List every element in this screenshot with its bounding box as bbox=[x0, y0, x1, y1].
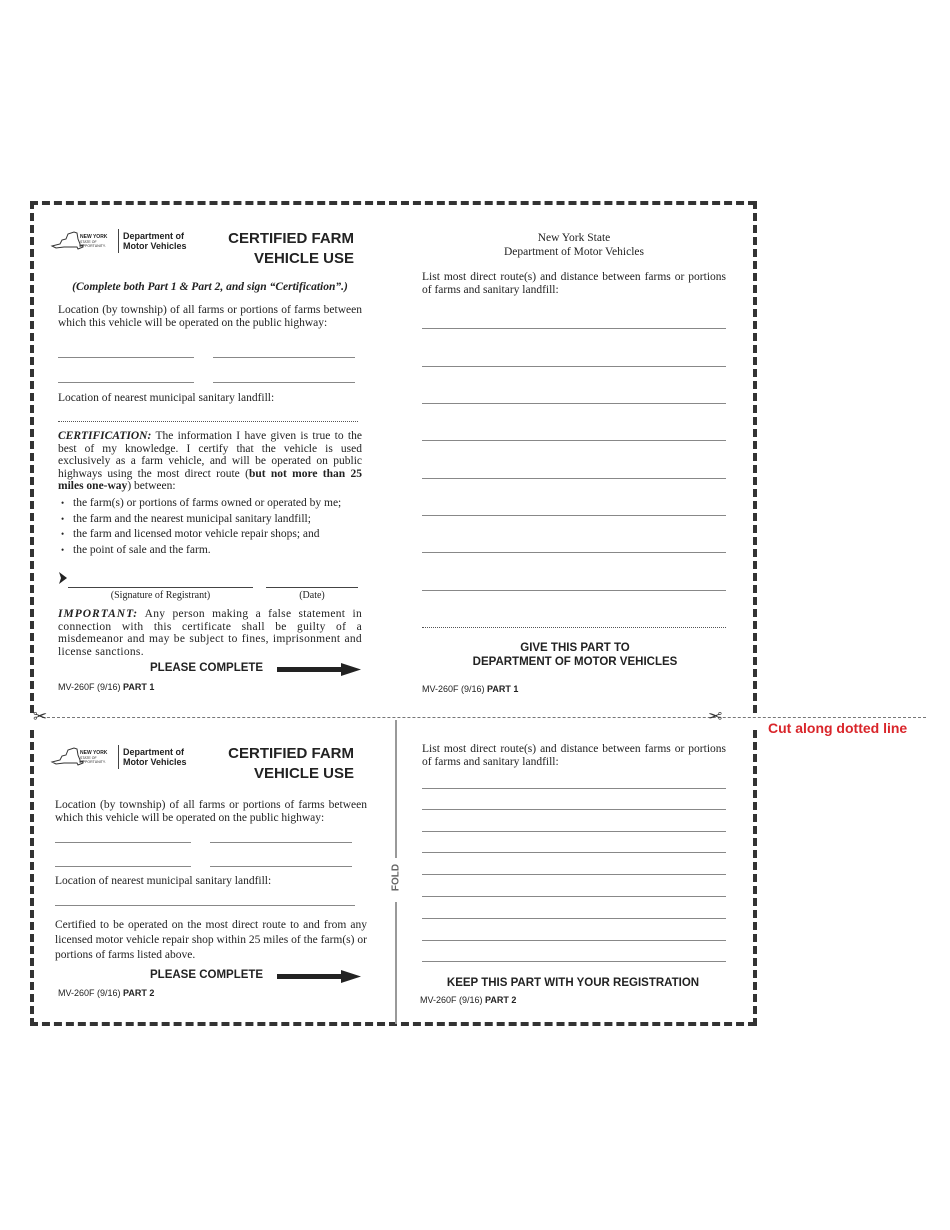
give-line2: DEPARTMENT OF MOTOR VEHICLES bbox=[472, 656, 678, 668]
agency-line1: New York State bbox=[537, 232, 611, 244]
farm-location-field-3[interactable] bbox=[55, 866, 191, 867]
important-text bbox=[58, 608, 362, 658]
location-label: Location (by township) of all farms or portions of farms between which this vehicle will be operated on the public highway: bbox=[55, 799, 367, 824]
sign-here-arrow-icon bbox=[58, 571, 68, 585]
form-number bbox=[420, 995, 516, 1005]
certification-body-1: The information I have given is true to the best of my knowledge. I certify that the vehicle is used exclusively as a farm vehicle, and will be operated on public highways using the most direct route ( bbox=[58, 430, 362, 480]
fold-line-lower bbox=[395, 902, 397, 1024]
certification-bullets bbox=[58, 496, 368, 558]
route-field[interactable] bbox=[422, 403, 726, 404]
keep-part-label: KEEP THIS PART WITH YOUR REGISTRATION bbox=[446, 977, 700, 989]
certification-body-2: ) between: bbox=[127, 480, 176, 492]
logo-state-tagline: STATE OF OPPORTUNITY. bbox=[80, 755, 106, 764]
agency-header bbox=[422, 231, 726, 259]
part-label: PART 1 bbox=[123, 682, 155, 692]
logo-separator bbox=[118, 745, 119, 769]
landfill-field[interactable] bbox=[55, 905, 355, 906]
bullet-item: • the farm(s) or portions of farms owned or operated by me; bbox=[58, 496, 368, 512]
farm-location-field-4[interactable] bbox=[213, 382, 355, 383]
route-field[interactable] bbox=[422, 896, 726, 897]
farm-location-field-4[interactable] bbox=[210, 866, 352, 867]
form-number bbox=[58, 682, 154, 692]
farm-location-field-2[interactable] bbox=[213, 357, 355, 358]
route-field[interactable] bbox=[422, 961, 726, 962]
border-right-top bbox=[753, 201, 757, 713]
form-number-text: MV-260F (9/16) bbox=[58, 682, 121, 692]
logo-dept-line2: Motor Vehicles bbox=[123, 241, 187, 251]
route-field[interactable] bbox=[422, 328, 726, 329]
logo-state-tagline: STATE OF OPPORTUNITY. bbox=[80, 239, 106, 248]
border-left-top bbox=[30, 201, 34, 713]
form-title bbox=[180, 229, 354, 269]
route-field[interactable] bbox=[422, 627, 726, 628]
logo-state-name: NEW YORK bbox=[80, 233, 108, 240]
bullet-item: • the farm and the nearest municipal sanitary landfill; bbox=[58, 512, 368, 528]
ny-state-map-icon bbox=[50, 746, 84, 768]
farm-location-field-3[interactable] bbox=[58, 382, 194, 383]
route-field[interactable] bbox=[422, 809, 726, 810]
important-heading: IMPORTANT: bbox=[58, 608, 139, 620]
part-label: PART 2 bbox=[123, 988, 155, 998]
title-line2: VEHICLE USE bbox=[253, 765, 354, 782]
give-line1: GIVE THIS PART TO bbox=[520, 642, 630, 654]
route-field[interactable] bbox=[422, 940, 726, 941]
form-number-text: MV-260F (9/16) bbox=[58, 988, 121, 998]
form-number-text: MV-260F (9/16) bbox=[420, 995, 483, 1005]
route-field[interactable] bbox=[422, 552, 726, 553]
route-label: List most direct route(s) and distance between farms or portions of farms and sanitary landfill: bbox=[422, 743, 726, 768]
landfill-field[interactable] bbox=[58, 421, 358, 422]
border-right-bottom bbox=[753, 730, 757, 1026]
farm-location-field-2[interactable] bbox=[210, 842, 352, 843]
border-left-bottom bbox=[30, 730, 34, 1026]
logo-state-name: NEW YORK bbox=[80, 749, 108, 756]
cut-line bbox=[42, 717, 926, 718]
route-label: List most direct route(s) and distance between farms or portions of farms and sanitary landfill: bbox=[422, 271, 726, 296]
part-label: PART 1 bbox=[487, 684, 519, 694]
certification-text bbox=[58, 430, 362, 493]
cut-label: Cut along dotted line bbox=[768, 720, 908, 736]
route-field[interactable] bbox=[422, 831, 726, 832]
form-number-text: MV-260F (9/16) bbox=[422, 684, 485, 694]
please-complete-label: PLEASE COMPLETE bbox=[150, 969, 264, 981]
route-field[interactable] bbox=[422, 918, 726, 919]
landfill-label: Location of nearest municipal sanitary landfill: bbox=[58, 392, 275, 404]
title-line1: CERTIFIED FARM bbox=[228, 745, 354, 762]
date-caption: (Date) bbox=[299, 590, 325, 601]
form-title bbox=[180, 744, 354, 784]
ny-state-map-icon bbox=[50, 230, 84, 252]
arrow-right-icon bbox=[277, 663, 361, 676]
signature-caption: (Signature of Registrant) bbox=[110, 590, 211, 601]
form-number bbox=[422, 684, 518, 694]
landfill-label: Location of nearest municipal sanitary landfill: bbox=[55, 875, 272, 887]
route-field[interactable] bbox=[422, 366, 726, 367]
scissors-right-icon: ✂ bbox=[708, 707, 723, 727]
route-field[interactable] bbox=[422, 852, 726, 853]
location-label: Location (by township) of all farms or portions of farms between which this vehicle will be operated on the public highway: bbox=[58, 304, 362, 329]
route-field[interactable] bbox=[422, 590, 726, 591]
logo-separator bbox=[118, 229, 119, 253]
please-complete-label: PLEASE COMPLETE bbox=[150, 662, 264, 674]
bullet-item: • the point of sale and the farm. bbox=[58, 543, 368, 559]
route-field[interactable] bbox=[422, 515, 726, 516]
logo-dept-line2: Motor Vehicles bbox=[123, 757, 187, 767]
route-field[interactable] bbox=[422, 478, 726, 479]
arrow-right-icon bbox=[277, 970, 361, 983]
part-label: PART 2 bbox=[485, 995, 517, 1005]
title-line1: CERTIFIED FARM bbox=[228, 230, 354, 247]
instruction-text: (Complete both Part 1 & Part 2, and sign “Certification”.) bbox=[72, 281, 348, 293]
border-bottom bbox=[30, 1022, 756, 1026]
certification-heading: CERTIFICATION: bbox=[58, 430, 152, 442]
route-field[interactable] bbox=[422, 788, 726, 789]
route-field[interactable] bbox=[422, 874, 726, 875]
give-part-label bbox=[422, 641, 728, 669]
fold-label: FOLD bbox=[390, 863, 402, 892]
certified-text: Certified to be operated on the most direct route to and from any licensed motor vehicle repair shop within 25 miles of the farm(s) or portions of farms listed above. bbox=[55, 919, 367, 961]
dmv-logo bbox=[50, 229, 187, 253]
title-line2: VEHICLE USE bbox=[253, 250, 354, 267]
agency-line2: Department of Motor Vehicles bbox=[504, 246, 644, 258]
farm-location-field-1[interactable] bbox=[55, 842, 191, 843]
certification-body-bold: but not more than 25 miles one-way bbox=[58, 467, 362, 492]
border-top bbox=[30, 201, 756, 205]
signature-field[interactable] bbox=[68, 587, 253, 588]
logo-dept-line1: Department of bbox=[123, 231, 185, 241]
form-number bbox=[58, 988, 154, 998]
dmv-logo bbox=[50, 745, 187, 769]
route-field[interactable] bbox=[422, 440, 726, 441]
farm-location-field-1[interactable] bbox=[58, 357, 194, 358]
important-body: Any person making a false statement in connection with this certificate shall be guilty of a misdemeanor and may be subject to fines, imprisonment and license sanctions. bbox=[58, 608, 362, 658]
bullet-item: • the farm and licensed motor vehicle repair shops; and bbox=[58, 527, 368, 543]
scissors-left-icon: ✂ bbox=[33, 707, 48, 727]
date-field[interactable] bbox=[266, 587, 358, 588]
fold-line-upper bbox=[395, 720, 397, 858]
logo-dept-line1: Department of bbox=[123, 747, 185, 757]
